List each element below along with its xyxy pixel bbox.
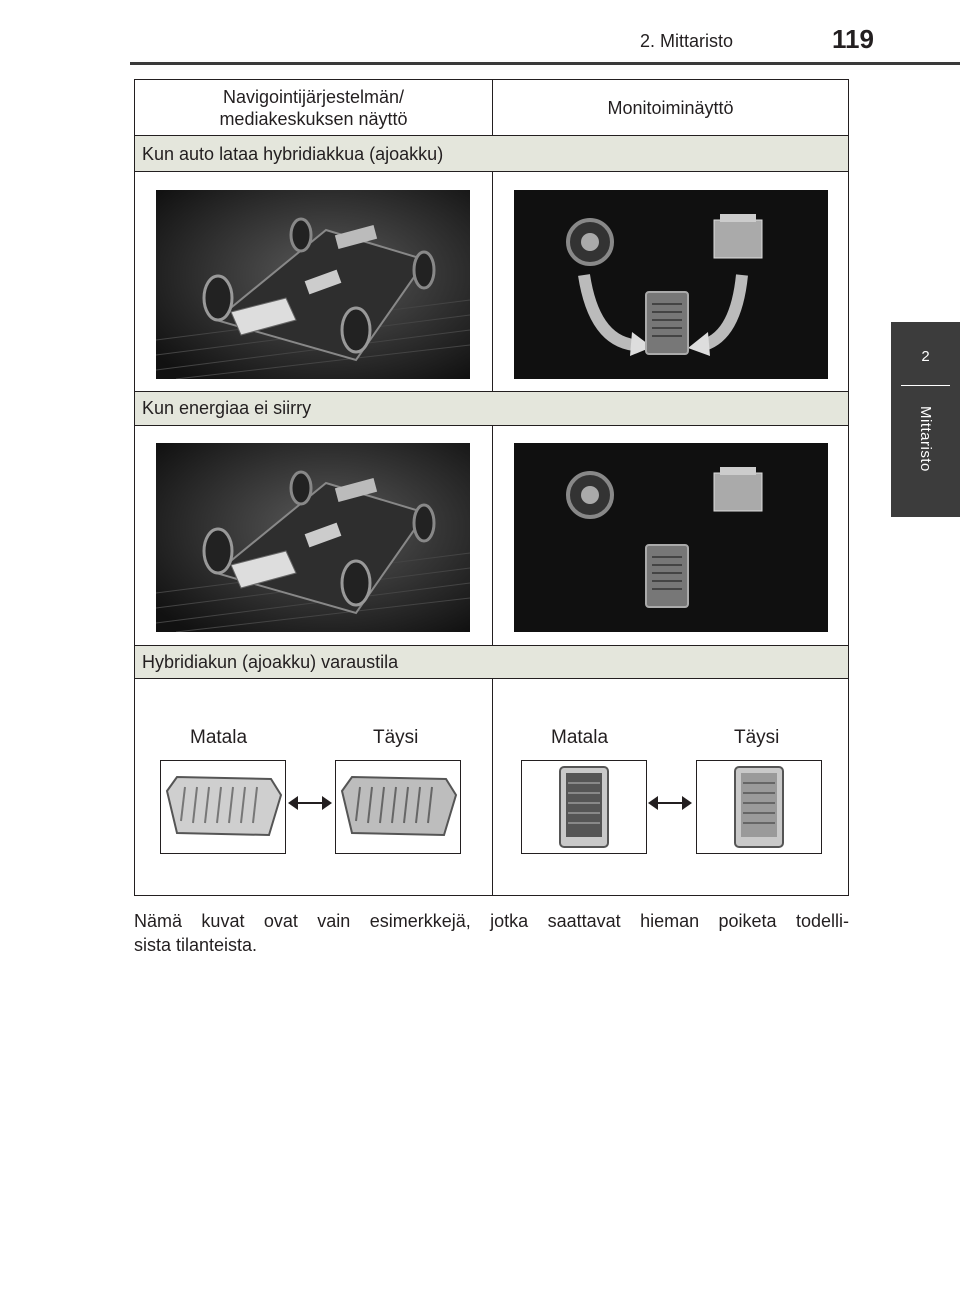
battery-icon: [646, 545, 688, 607]
chapter-title: Mittaristo: [917, 406, 934, 472]
car-chassis-image: [156, 443, 470, 632]
battery-low-multi-display: [521, 760, 647, 854]
engine-icon: [714, 473, 762, 511]
header-rule: [130, 62, 960, 65]
page-number: 119: [832, 24, 874, 54]
chapter-number: 2: [921, 348, 930, 365]
row-label-charging: Kun auto lataa hybridiakkua (ajoakku): [142, 144, 444, 164]
row-label-no-transfer: Kun energiaa ei siirry: [142, 398, 312, 418]
footnote: [134, 909, 849, 957]
battery-icon: [646, 292, 688, 354]
col-header-navigation-line2: mediakeskuksen näyttö: [219, 109, 408, 129]
col-header-navigation-line1: Navigointijärjestelmän/: [222, 87, 405, 107]
level-label-low: Matala: [190, 727, 248, 748]
energy-idle-image: [514, 443, 828, 632]
battery-full-navigation: [335, 760, 461, 854]
column-divider: [492, 678, 493, 896]
level-label-full: Täysi: [373, 727, 419, 748]
column-divider: [492, 425, 493, 646]
engine-icon: [714, 220, 762, 258]
battery-full-multi-display: [696, 760, 822, 854]
level-label-full: Täysi: [734, 727, 780, 748]
double-arrow-icon: [648, 795, 692, 811]
row-label-charge-state: Hybridiakun (ajoakku) varaustila: [142, 652, 399, 672]
double-arrow-icon: [288, 795, 332, 811]
level-label-low: Matala: [551, 727, 609, 748]
energy-flow-image: [514, 190, 828, 379]
header-section-title: 2. Mittaristo: [640, 31, 734, 51]
column-divider: [492, 171, 493, 392]
car-chassis-image: [156, 190, 470, 379]
battery-low-navigation: [160, 760, 286, 854]
col-header-navigation: [135, 86, 492, 130]
col-header-multi-display: Monitoiminäyttö: [607, 98, 734, 118]
footnote-line-1: Nämä kuvat ovat vain esimerkkejä, jotka saattavat hieman poiketa todelli-: [134, 911, 849, 931]
chapter-side-tab[interactable]: [891, 322, 960, 517]
side-tab-divider: [901, 385, 950, 386]
footnote-line-2: sista tilanteista.: [134, 935, 258, 955]
column-divider: [492, 80, 493, 136]
